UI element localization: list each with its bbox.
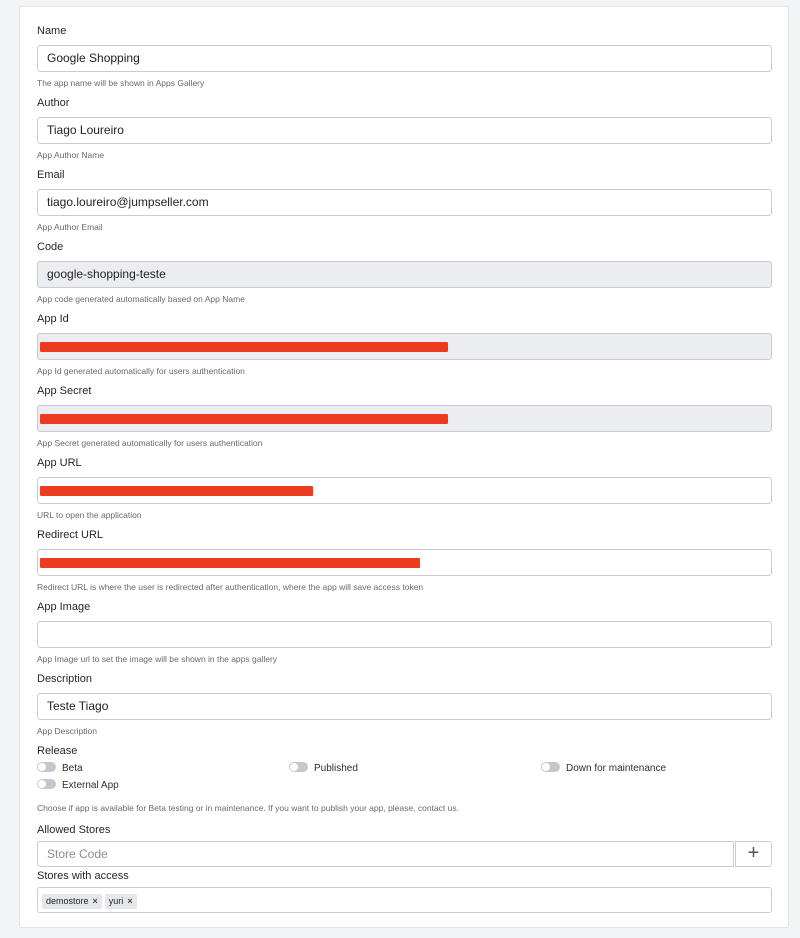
app-id-input: [37, 333, 772, 360]
app-url-label: App URL: [37, 457, 82, 469]
name-label: Name: [37, 25, 67, 37]
redaction-bar: [40, 486, 313, 496]
author-hint: App Author Name: [37, 150, 105, 160]
app-secret-hint: App Secret generated automatically for users authentication: [37, 438, 263, 448]
code-field-group: [37, 241, 772, 304]
app-url-field-group: [37, 457, 772, 520]
toggle-switch-icon[interactable]: [37, 779, 56, 789]
release-toggle-maintenance[interactable]: [541, 762, 666, 776]
code-input: google-shopping-teste: [37, 261, 772, 288]
code-label: Code: [37, 241, 64, 253]
app-id-hint: App Id generated automatically for users authentication: [37, 366, 245, 376]
release-toggle-beta[interactable]: [37, 762, 83, 776]
allowed-stores-label: Allowed Stores: [37, 824, 111, 836]
app-url-input[interactable]: [37, 477, 772, 504]
description-hint: App Description: [37, 726, 98, 736]
description-label: Description: [37, 673, 93, 685]
app-image-label: App Image: [37, 601, 91, 613]
app-image-input[interactable]: [37, 621, 772, 648]
description-input[interactable]: Teste Tiago: [37, 693, 772, 720]
app-id-label: App Id: [37, 313, 69, 325]
allowed-stores-row: [37, 841, 772, 867]
redirect-url-input[interactable]: [37, 549, 772, 576]
redirect-url-hint: Redirect URL is where the user is redirected after authentication, where the app will save access token: [37, 582, 424, 592]
toggle-switch-icon[interactable]: [541, 762, 560, 772]
release-hint: Choose if app is available for Beta testing or in maintenance. If you want to publish your app, please, contact us.: [37, 803, 459, 813]
app-id-field-group: [37, 313, 772, 376]
release-toggle-external-app[interactable]: [37, 779, 119, 793]
name-field-group: [37, 25, 772, 88]
email-field-group: [37, 169, 772, 232]
store-tag-label: demostore: [46, 896, 89, 906]
author-label: Author: [37, 97, 70, 109]
app-form-card: [19, 6, 789, 928]
release-option-label: Beta: [62, 763, 83, 774]
store-code-input[interactable]: Store Code: [37, 841, 734, 867]
redaction-bar: [40, 414, 448, 424]
add-store-button[interactable]: +: [735, 841, 772, 867]
code-hint: App code generated automatically based on App Name: [37, 294, 245, 304]
release-label: Release: [37, 745, 78, 757]
stores-with-access-label: Stores with access: [37, 870, 129, 882]
redaction-bar: [40, 342, 448, 352]
store-tag-label: yuri: [108, 896, 124, 906]
store-tag-demostore: [42, 894, 102, 909]
remove-tag-icon[interactable]: ×: [92, 896, 98, 906]
name-hint: The app name will be shown in Apps Gallery: [37, 78, 205, 88]
remove-tag-icon[interactable]: ×: [127, 896, 133, 906]
store-tag-yuri: [105, 894, 137, 909]
toggle-switch-icon[interactable]: [289, 762, 308, 772]
redirect-url-field-group: [37, 529, 772, 592]
toggle-switch-icon[interactable]: [37, 762, 56, 772]
author-field-group: [37, 97, 772, 160]
redirect-url-label: Redirect URL: [37, 529, 104, 541]
app-url-hint: URL to open the application: [37, 510, 142, 520]
stores-with-access-box[interactable]: [37, 887, 772, 913]
release-option-label: External App: [62, 780, 119, 791]
app-secret-input: [37, 405, 772, 432]
name-input[interactable]: Google Shopping: [37, 45, 772, 72]
release-toggle-published[interactable]: [289, 762, 358, 776]
release-option-label: Down for maintenance: [566, 763, 667, 774]
email-input[interactable]: tiago.loureiro@jumpseller.com: [37, 189, 772, 216]
redaction-bar: [40, 558, 420, 568]
email-label: Email: [37, 169, 65, 181]
release-field-group: [37, 745, 772, 759]
description-field-group: [37, 673, 772, 736]
release-option-label: Published: [314, 763, 358, 774]
author-input[interactable]: Tiago Loureiro: [37, 117, 772, 144]
app-image-hint: App Image url to set the image will be shown in the apps gallery: [37, 654, 278, 664]
app-secret-field-group: [37, 385, 772, 448]
app-secret-label: App Secret: [37, 385, 92, 397]
email-hint: App Author Email: [37, 222, 103, 232]
app-image-field-group: [37, 601, 772, 664]
